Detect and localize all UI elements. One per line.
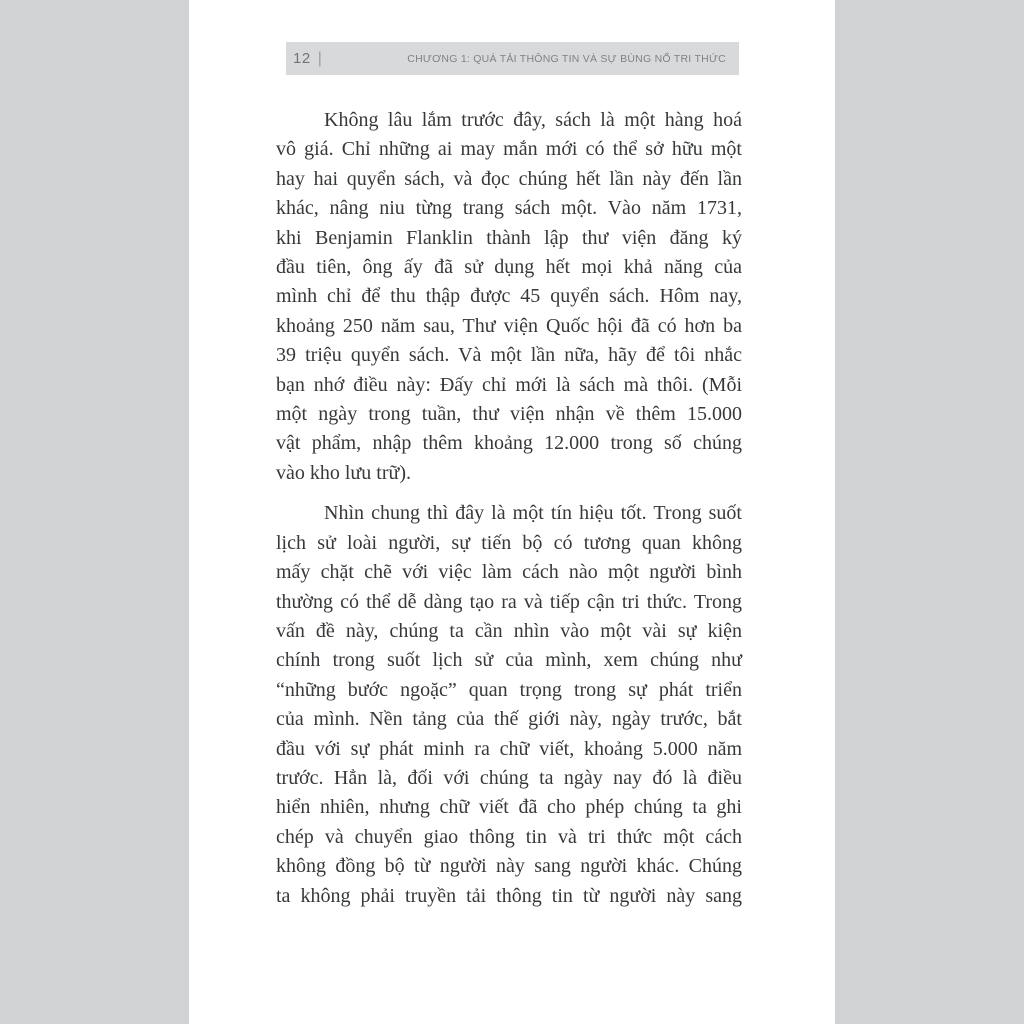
text-line: ta không phải truyền tải thông tin từ người này sang — [276, 884, 742, 907]
text-line: khoảng 250 năm sau, Thư viện Quốc hội đã có hơn ba — [276, 314, 742, 337]
text-line: chính trong suốt lịch sử của mình, xem chúng như — [276, 649, 742, 672]
book-page — [189, 0, 835, 1024]
text-line: chép và chuyển giao thông tin và tri thức một cách — [276, 825, 742, 848]
page-header — [286, 42, 739, 75]
text-line: trước. Hẳn là, đối với chúng ta ngày nay đó là điều — [276, 766, 742, 789]
text-line: mình chỉ để thu thập được 45 quyển sách. Hôm nay, — [276, 285, 742, 308]
text-line: vô giá. Chỉ những ai may mắn mới có thể sở hữu một — [276, 138, 742, 161]
text-line: mấy chặt chẽ với việc làm cách nào một người bình — [276, 561, 742, 584]
text-line: đầu tiên, ông ấy đã sử dụng hết mọi khả năng của — [276, 256, 742, 279]
text-line: bạn nhớ điều này: Đấy chỉ mới là sách mà thôi. (Mỗi — [276, 373, 742, 396]
text-line: 39 triệu quyển sách. Và một lần nữa, hãy để tôi nhắc — [276, 344, 742, 367]
text-line: không đồng bộ từ người này sang người khác. Chúng — [276, 855, 742, 878]
text-line: vật phẩm, nhập thêm khoảng 12.000 trong số chúng — [276, 432, 742, 455]
text-line: của mình. Nền tảng của thế giới này, ngày trước, bắt — [276, 708, 742, 731]
body-paragraph — [276, 499, 742, 911]
page-number-separator: | — [317, 49, 322, 67]
text-line: một ngày trong tuần, thư viện nhận về thêm 15.000 — [276, 403, 742, 426]
text-line: vào kho lưu trữ). — [276, 461, 411, 484]
text-line: Nhìn chung thì đây là một tín hiệu tốt. Trong suốt — [324, 502, 742, 525]
body-paragraph — [276, 106, 742, 488]
text-line: “những bước ngoặc” quan trọng trong sự phát triển — [276, 678, 742, 701]
text-line: thường có thể dễ dàng tạo ra và tiếp cận tri thức. Trong — [276, 590, 742, 613]
text-line: hay hai quyển sách, và đọc chúng hết lần này đến lần — [276, 167, 742, 190]
chapter-title: CHƯƠNG 1: QUÁ TẢI THÔNG TIN VÀ SỰ BÙNG NỔ TRI THỨC — [407, 52, 726, 65]
text-line: vấn đề này, chúng ta cần nhìn vào một vài sự kiện — [276, 619, 742, 642]
text-line: khác, nâng niu từng trang sách một. Vào năm 1731, — [276, 197, 742, 220]
text-line: đầu với sự phát minh ra chữ viết, khoảng 5.000 năm — [276, 737, 742, 760]
text-line: khi Benjamin Flanklin thành lập thư viện đăng ký — [276, 226, 742, 249]
text-line: lịch sử loài người, sự tiến bộ có tương quan không — [276, 531, 742, 554]
page-body — [276, 106, 742, 911]
text-line: Không lâu lắm trước đây, sách là một hàng hoá — [324, 109, 742, 131]
page-number: 12 — [293, 50, 311, 67]
page-number-group — [293, 50, 322, 68]
text-line: hiển nhiên, nhưng chữ viết đã cho phép chúng ta ghi — [276, 796, 742, 819]
